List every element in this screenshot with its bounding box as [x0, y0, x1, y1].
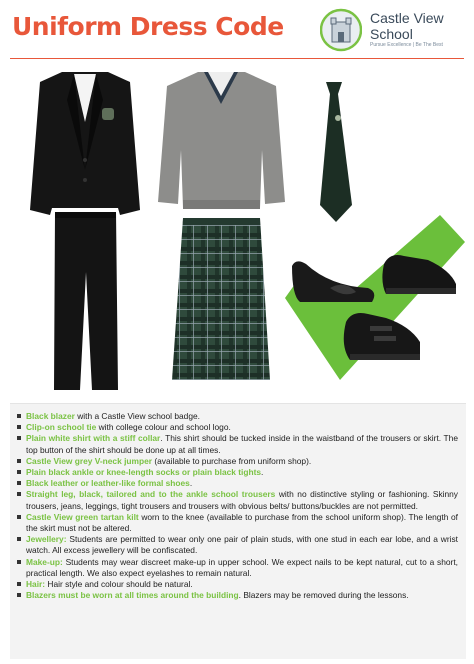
school-name-line2: School	[370, 26, 413, 42]
rule-item: Hair: Hair style and colour should be natural.	[26, 579, 458, 590]
page-title: Uniform Dress Code	[12, 12, 284, 41]
header-divider	[10, 58, 464, 59]
trousers-image	[54, 212, 118, 390]
tartan-kilt-image	[172, 218, 270, 380]
tie-image	[320, 82, 352, 222]
header	[0, 0, 474, 56]
rule-item: Clip-on school tie with college colour and school logo.	[26, 422, 458, 433]
rule-item: Black blazer with a Castle View school badge.	[26, 411, 458, 422]
school-crest-logo	[320, 8, 362, 52]
school-name-line1: Castle View	[370, 10, 444, 26]
blazer-image	[30, 72, 140, 215]
rule-item: Make-up: Students may wear discreet make-up in upper school. We expect nails to be kept natural, cut to a short, practical length. We also expect eyelashes to remain natural.	[26, 557, 458, 579]
rule-item: Castle View green tartan kilt worn to the knee (available to purchase from the school uniform shop). The length of the skirt must not be altered.	[26, 512, 458, 534]
uniform-photo	[0, 60, 474, 395]
grey-jumper-image	[158, 72, 285, 209]
dress-code-rules-panel	[10, 403, 466, 659]
rules-list	[10, 404, 466, 601]
rule-item: Black leather or leather-like formal shoes.	[26, 478, 458, 489]
rule-item: Jewellery: Students are permitted to wear only one pair of plain studs, with one stud in each ear lobe, and a wrist watch. All excess jewellery will be confiscated.	[26, 534, 458, 556]
rule-item: Plain white shirt with a stiff collar. This shirt should be tucked inside in the waistband of the trousers or skirt. The top button of the shirt should be done up at all times.	[26, 433, 458, 455]
school-tagline: Pursue Excellence | Be The Best	[370, 42, 443, 48]
rule-item: Straight leg, black, tailored and to the ankle school trousers with no distinctive styling or fashioning. Skinny trousers, jeans, leggings, tight trousers and trousers with obvious belts/ buttons/buckles are not permitted.	[26, 489, 458, 511]
school-name	[370, 10, 444, 42]
rule-item: Plain black ankle or knee-length socks or plain black tights.	[26, 467, 458, 478]
rule-item: Castle View grey V-neck jumper (available to purchase from uniform shop).	[26, 456, 458, 467]
rule-item: Blazers must be worn at all times around the building. Blazers may be removed during the lessons.	[26, 590, 458, 601]
